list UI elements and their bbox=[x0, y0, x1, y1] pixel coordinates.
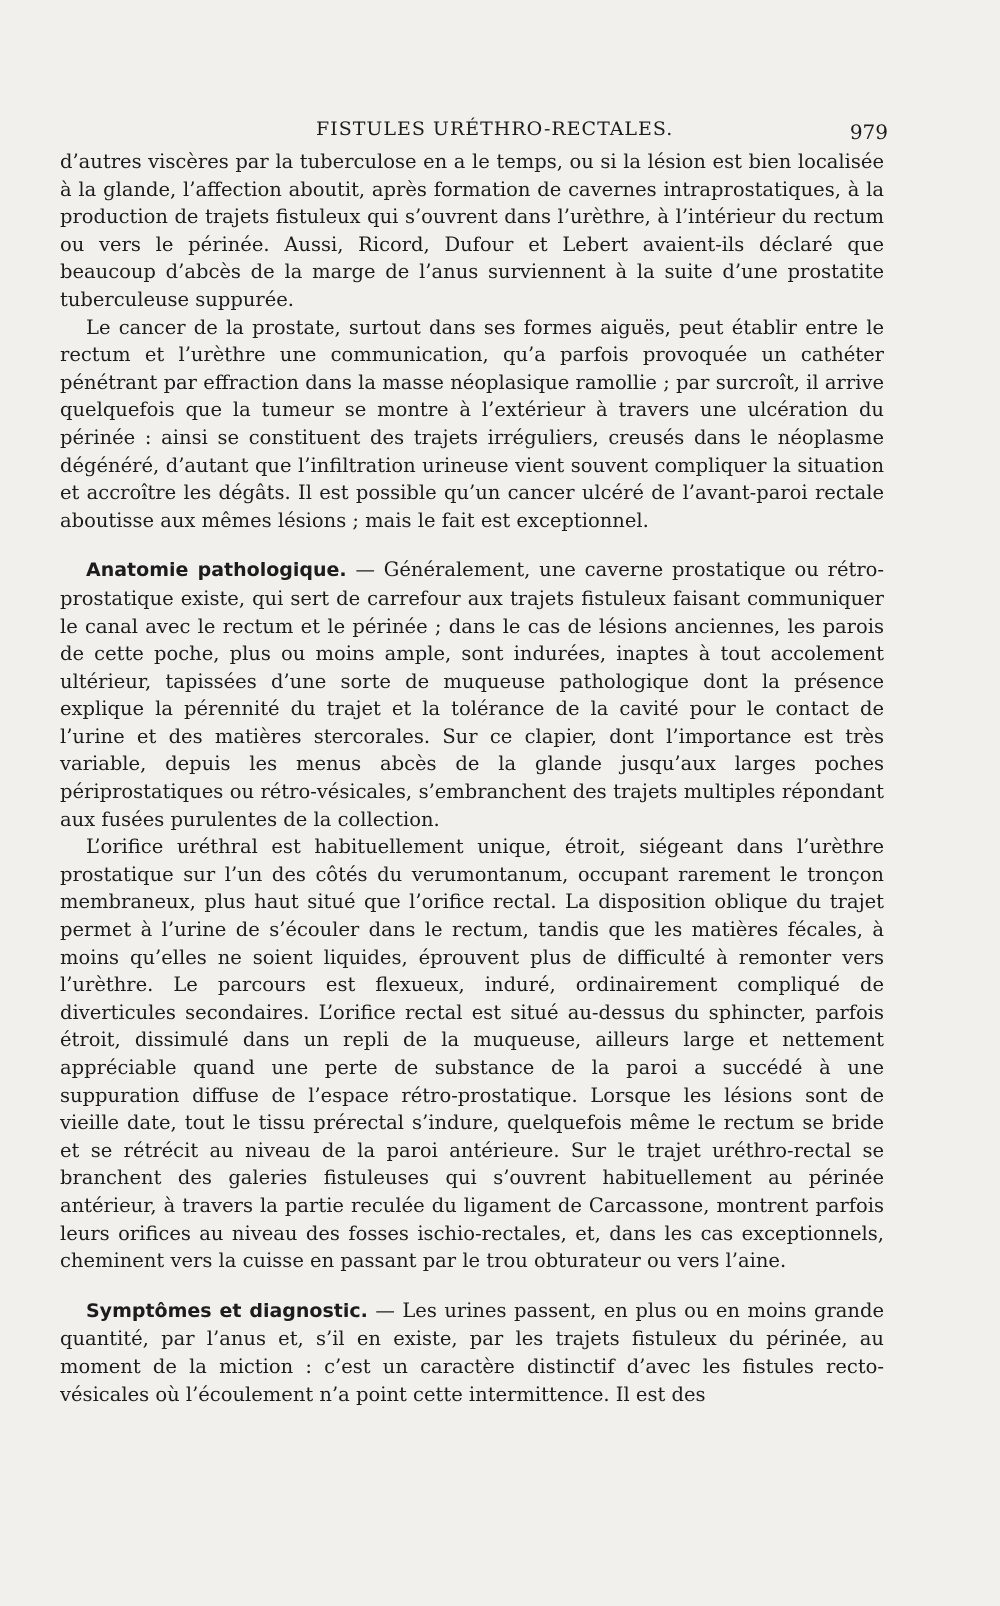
paragraph-cancer: Le cancer de la prostate, surtout dans ses formes aiguës, peut établir entre le rectum et l’urèthre une communication, qu’a parfois provoquée un cathéter pénétrant par effraction dans la masse néoplasique ramollie ; par surcroît, il arrive quelquefois que la tumeur se montre à l’extérieur à travers une ulcération du périnée : ainsi se constituent des trajets irréguliers, creusés dans le néoplasme dégénéré, d’autant que l’infiltration urineuse vient souvent compliquer la situation et accroître les dégâts. Il est possible qu’un cancer ulcéré de l’avant-paroi rectale aboutisse aux mêmes lésions ; mais le fait est exceptionnel. bbox=[60, 315, 884, 532]
section-anatomie-pathologique bbox=[60, 556, 884, 833]
section-symptomes bbox=[60, 1297, 884, 1408]
paragraph-tuberculosis-continuation: d’autres viscères par la tuberculose en a le temps, ou si la lésion est bien localisée à la glande, l’affection aboutit, après formation de cavernes intraprostatiques, à la production de trajets fistuleux qui s’ouvrent dans l’urèthre, à l’intérieur du rectum ou vers le périnée. Aussi, Ricord, Dufour et Lebert avaient-ils déclaré que beaucoup d’abcès de la marge de l’anus surviennent à la suite d’une prostatite tuberculeuse suppurée. bbox=[60, 150, 884, 311]
body-text bbox=[60, 148, 884, 1408]
section-text-symptomes: — Les urines passent, en plus ou en moins grande quantité, par l’anus et, s’il en existe, par les trajets fistuleux du périnée, au moment de la miction : c’est un caractère distinctif d’avec les fistules recto-vésicales où l’écoulement n’a point cette intermittence. Il est des bbox=[60, 1298, 885, 1406]
page-number: 979 bbox=[849, 120, 888, 144]
section-heading-symptomes: Symptômes et diagnostic. bbox=[86, 1299, 368, 1322]
section-heading-anatomie: Anatomie pathologique. bbox=[86, 559, 347, 582]
book-page bbox=[60, 0, 888, 1606]
paragraph-orifice: L’orifice uréthral est habituellement unique, étroit, siégeant dans l’urèthre prostatique sur l’un des côtés du verumontanum, occupant rarement le tronçon membraneux, plus haut situé que l’orifice rectal. La disposition oblique du trajet permet à l’urine de s’écouler dans le rectum, tandis que les matières fécales, à moins qu’elles ne soient liquides, éprouvent plus de difficulté à remonter vers l’urèthre. Le parcours est flexueux, induré, ordinairement compliqué de diverticules secondaires. L’orifice rectal est situé au-dessus du sphincter, parfois étroit, dissimulé dans un repli de la muqueuse, ailleurs large et nettement appréciable quand une perte de substance de la paroi a succédé à une suppuration diffuse de l’espace rétro-prostatique. Lorsque les lésions sont de vieille date, tout le tissu prérectal s’indure, quelquefois même le rectum se bride et se rétrécit au niveau de la paroi antérieure. Sur le trajet uréthro-rectal se branchent des galeries fistuleuses qui s’ouvrent habituellement au périnée antérieur, à travers la partie reculée du ligament de Carcassone, montrent parfois leurs orifices au niveau des fosses ischio-rectales, et, dans les cas exceptionnels, cheminent vers la cuisse en passant par le trou obturateur ou vers l’aine. bbox=[60, 835, 884, 1273]
running-head bbox=[60, 114, 888, 144]
running-title: FISTULES URÉTHRO-RECTALES. bbox=[316, 118, 674, 140]
section-text-anatomie: — Généralement, une caverne prostatique ou rétro-prostatique existe, qui sert de carrefour aux trajets fistuleux faisant communiquer le canal avec le rectum et le périnée ; dans le cas de lésions anciennes, les parois de cette poche, plus ou moins ample, sont indurées, inaptes à tout accolement ultérieur, tapissées d’une sorte de muqueuse pathologique dont la présence explique la pérennité du trajet et la tolérance de la cavité pour le contact de l’urine et des matières stercorales. Sur ce clapier, dont l’importance est très variable, depuis les menus abcès de la glande jusqu’aux larges poches périprostatiques ou rétro-vésicales, s’embranchent des trajets multiples répondant aux fusées purulentes de la collection. bbox=[60, 558, 884, 831]
